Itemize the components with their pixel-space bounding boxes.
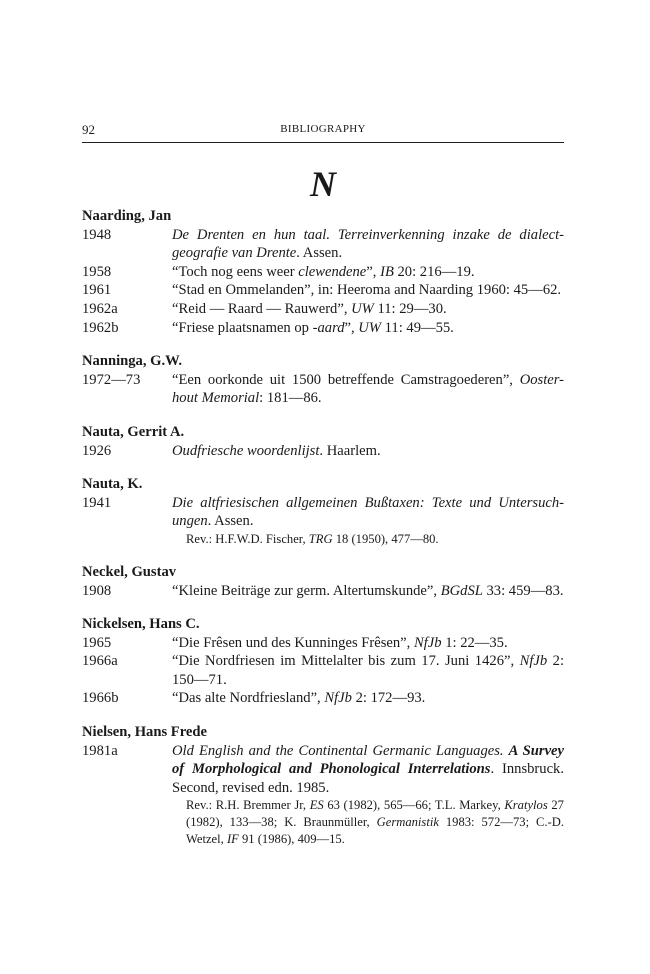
citation-text: “Die Frêsen und des Kunninges Frêsen”, (172, 634, 414, 651)
citation-text: “Das alte Nordfriesland”, (172, 690, 325, 707)
entry-year: 1972—73 (82, 371, 141, 388)
author-name: Nielsen, Hans Frede (82, 724, 207, 741)
running-title: BIBLIOGRAPHY (280, 123, 366, 135)
review-text: 27 (1982), 133—38; K. Braunmüller, (186, 798, 564, 830)
entry-text (172, 371, 564, 408)
citation-text: : 181—86. (259, 390, 322, 407)
title-text: UW (358, 319, 381, 336)
entry-year: 1961 (82, 282, 112, 299)
author-block (82, 352, 564, 408)
citation-text: “Reid — Raard — Rauwerd”, (172, 300, 352, 317)
review-text: 18 (1950), 477—80. (332, 531, 439, 546)
author-block (82, 475, 564, 548)
author-block (82, 207, 564, 337)
bibliography-entry (82, 281, 564, 300)
citation-text: 2: 150—71. (172, 653, 565, 688)
bibliography-entry (82, 742, 564, 849)
citation-text: “Kleine Beiträge zur germ. Altertumskunde”, (172, 582, 441, 599)
bibliography-entry (82, 634, 564, 653)
title-text: A Survey of Morphological and Phonological Interrelations (172, 742, 564, 778)
citation-text: “Een oorkonde uit 1500 betreffende Camstragoederen”, (172, 371, 520, 388)
entry-year: 1966b (82, 690, 119, 707)
author-name: Neckel, Gustav (82, 563, 177, 580)
entry-text (172, 281, 564, 300)
bibliography-entry (82, 442, 564, 461)
author-name: Nanninga, G.W. (82, 353, 183, 370)
entry-text (172, 300, 564, 319)
entry-year: 1965 (82, 634, 112, 651)
citation-text: “Stad en Ommelanden”, in: Heeroma and Naarding 1960: 45—62. (172, 282, 562, 299)
bibliography-entry (82, 652, 564, 689)
bibliography-entry (82, 494, 564, 548)
bibliography-entry (82, 689, 564, 708)
bibliography-entries (82, 207, 564, 863)
review-text: Rev.: R.H. Bremmer Jr, (186, 798, 310, 813)
title-text: BGdSL (440, 582, 483, 599)
bibliography-entry (82, 319, 564, 338)
entry-text (172, 263, 564, 282)
author-name: Nauta, Gerrit A. (82, 423, 185, 440)
bibliography-entry (82, 263, 564, 282)
citation-text: . Haarlem. (319, 442, 381, 459)
entry-text (172, 689, 564, 708)
entry-text (172, 442, 564, 461)
author-name: Nauta, K. (82, 476, 143, 493)
citation-text: . Assen. (296, 245, 343, 262)
section-letter: N (310, 164, 336, 204)
review-text: 91 (1986), 409—15. (238, 832, 345, 847)
journal-title: IF (226, 832, 239, 847)
entry-text (172, 652, 564, 689)
entry-text (172, 319, 564, 338)
title-text: IB (380, 263, 394, 280)
citation-text: “Die Nordfriesen im Mittelalter bis zum 17. Juni 1426”, (172, 653, 520, 670)
citation-text: 11: 29—30. (373, 300, 447, 317)
journal-title: Kratylos (504, 798, 548, 813)
citation-text: “Toch nog eens weer (172, 263, 299, 280)
entry-year: 1981a (82, 742, 118, 759)
journal-title: TRG (308, 531, 333, 546)
citation-text: 11: 49—55. (381, 319, 454, 336)
journal-title: ES (309, 798, 324, 813)
running-head (82, 122, 564, 143)
title-text: NfJb (413, 634, 442, 651)
entry-year: 1962b (82, 319, 119, 336)
review-text: 63 (1982), 565—66; T.L. Markey, (323, 798, 505, 813)
review-note (172, 797, 564, 848)
page-number: 92 (82, 122, 95, 137)
title-text: Old English and the Continental Germanic Languages. (172, 742, 509, 759)
entry-text (172, 582, 564, 601)
entry-year: 1962a (82, 300, 118, 317)
title-text: clewendene (298, 263, 367, 280)
author-block (82, 615, 564, 708)
journal-title: Germanistik (376, 815, 439, 830)
entry-year: 1908 (82, 582, 112, 599)
entry-year: 1948 (82, 226, 112, 243)
citation-text: 33: 459—83. (482, 582, 564, 599)
title-text: Ooster-hout Memorial (172, 371, 564, 407)
entry-year: 1941 (82, 494, 112, 511)
bibliography-entry (82, 300, 564, 319)
citation-text: 20: 216—19. (393, 263, 475, 280)
citation-text: . Innsbruck. Second, revised edn. 1985. (172, 761, 564, 796)
entry-year: 1958 (82, 263, 112, 280)
citation-text: “Friese plaatsnamen op (172, 319, 313, 336)
review-text: Rev.: H.F.W.D. Fischer, (186, 531, 309, 546)
bibliography-entry (82, 371, 564, 408)
entry-year: 1966a (82, 653, 118, 670)
citation-text: 1: 22—35. (441, 634, 508, 651)
title-text: UW (351, 300, 374, 317)
author-name: Naarding, Jan (82, 208, 172, 224)
title-text: Oudfriesche woordenlijst (172, 442, 320, 459)
author-block (82, 723, 564, 848)
review-note (172, 531, 564, 548)
citation-text: ”, (366, 263, 381, 280)
author-name: Nickelsen, Hans C. (82, 616, 200, 633)
entry-year: 1926 (82, 442, 112, 459)
citation-text: 2: 172—93. (351, 690, 426, 707)
title-text: -aard (312, 319, 345, 336)
entry-text (172, 494, 564, 548)
author-block (82, 563, 564, 600)
citation-text: ”, (344, 319, 359, 336)
title-text: Die altfriesischen allgemeinen Bußtaxen: Texte und Untersuch-ungen (172, 494, 564, 530)
title-text: De Drenten en hun taal. Terreinverkenning inzake de dialect-geografie van Drente (172, 226, 564, 262)
entry-text (172, 742, 564, 849)
entry-text (172, 226, 564, 263)
citation-text: . Assen. (207, 513, 254, 530)
author-block (82, 423, 564, 460)
entry-text (172, 634, 564, 653)
title-text: NfJb (324, 690, 352, 707)
review-text: 1983: 572—73; C.-D. Wetzel, (186, 815, 564, 847)
bibliography-entry (82, 582, 564, 601)
title-text: NfJb (519, 653, 548, 670)
bibliography-entry (82, 226, 564, 263)
